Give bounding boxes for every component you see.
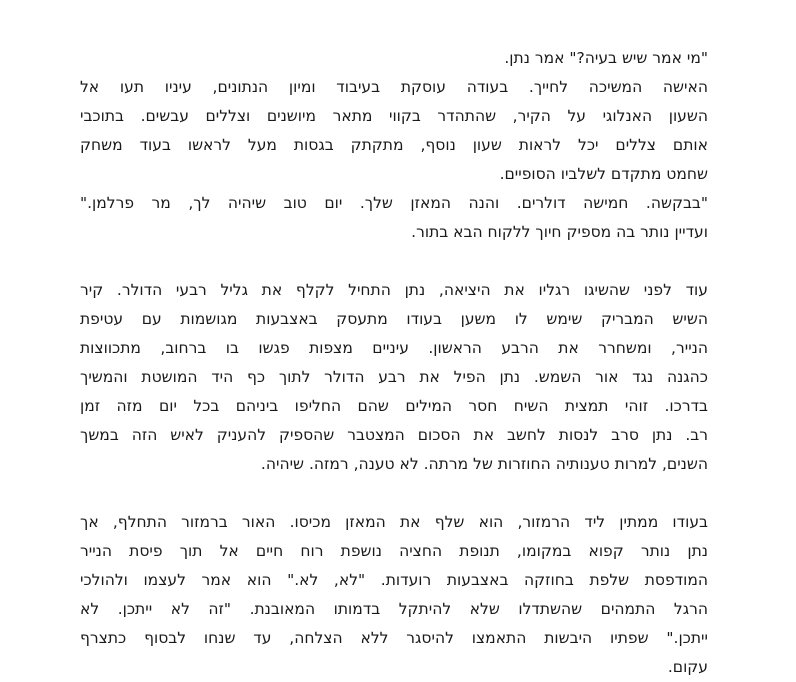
text-line: אותם צללים יכל לראות שעון נוסף, מתקתק בגסות מעל לראשו בעוד משחק bbox=[80, 136, 708, 154]
paragraph bbox=[80, 44, 708, 73]
paragraph bbox=[80, 73, 708, 189]
text-line: השעון האנלוגי על הקיר, שהתהדר בקווי מתאר מיושנים וצללים עבשים. בתוכבי bbox=[80, 107, 708, 125]
text-line: עקום. bbox=[667, 658, 708, 676]
text-line: שחמט מתקדם לשלביו הסופיים. bbox=[499, 165, 708, 183]
text-line: הנייר, ומשחרר את הרבע הראשון. עיניים מצפות פגשו בו ברחוב, מתכווצות bbox=[80, 339, 708, 357]
document-body bbox=[80, 44, 708, 682]
text-line: בדרכו. זוהי תמצית השיח חסר המילים שהם החליפו ביניהם בכל יום מזה זמן bbox=[80, 397, 708, 415]
text-line: האישה המשיכה לחייך. בעודה עוסקת בעיבוד ומיון הנתונים, עיניו תעו אל bbox=[80, 78, 708, 96]
text-line: השיש המבריק שימש לו משען בעודו מתעסק באצבעות מגושמות עם עטיפת bbox=[80, 310, 708, 328]
paragraph bbox=[80, 189, 708, 247]
text-line: ייתכן." שפתיו היבשות התאמצו להיסגר ללא הצלחה, עד שנחו לבסוף כתצרף bbox=[80, 629, 708, 647]
text-line: "בבקשה. חמישה דולרים. והנה המאזן שלך. יום טוב שיהיה לך, מר פרלמן." bbox=[80, 194, 708, 212]
text-line: ועדיין נותר בה מספיק חיוך ללקוח הבא בתור. bbox=[411, 223, 708, 241]
text-line: השנים, למרות טענותיה החוזרות של מרתה. לא טענה, רמזה. שיהיה. bbox=[260, 455, 708, 473]
text-line: עוד לפני שהשיגו רגליו את היציאה, נתן התחיל לקלף את גליל רבעי הדולר. קיר bbox=[80, 281, 708, 299]
text-line: הרגל התמהים שהשתדלו שלא להיתקל בדמותו המאובנת. "זה לא ייתכן. לא bbox=[80, 600, 708, 618]
paragraph-spacer bbox=[80, 479, 708, 508]
text-line: נתן נותר קפוא במקומו, תנופת החציה נושפת רוח חיים אל תוך פיסת הנייר bbox=[80, 542, 708, 560]
paragraph bbox=[80, 276, 708, 479]
paragraph bbox=[80, 508, 708, 682]
paragraph-spacer bbox=[80, 247, 708, 276]
text-line: המודפסת שלפת בחוזקה באצבעות רועדות. "לא, לא." הוא אמר לעצמו ולהולכי bbox=[80, 571, 708, 589]
text-line: "מי אמר שיש בעיה?" אמר נתן. bbox=[504, 49, 708, 67]
text-line: כהגנה נגד אור השמש. נתן הפיל את רבע הדולר לתוך כף היד המושטת והמשיך bbox=[80, 368, 708, 386]
text-line: בעודו ממתין ליד הרמזור, הוא שלף את המאזן מכיסו. האור ברמזור התחלף, אך bbox=[80, 513, 708, 531]
text-line: רב. נתן סרב לנסות לחשב את הסכום המצטבר שהספיק להעניק לאיש הזה במשך bbox=[80, 426, 708, 444]
